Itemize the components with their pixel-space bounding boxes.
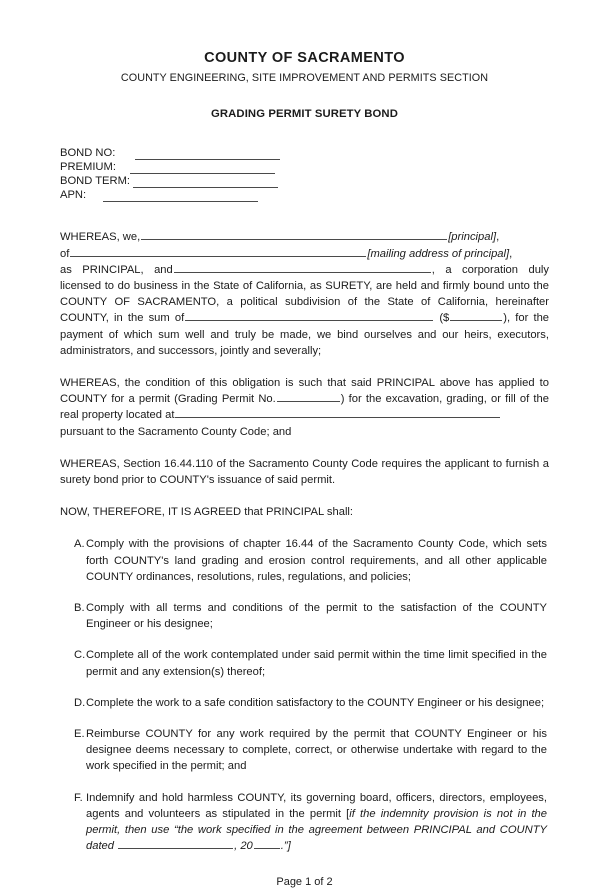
recital-whereas-2 (60, 375, 549, 440)
bond-sum-amount-input[interactable] (450, 311, 502, 321)
agreement-date-input[interactable] (118, 839, 233, 849)
whereas1-seg1: WHEREAS, we, (60, 231, 141, 244)
whereas2-body (60, 375, 549, 424)
now-therefore-text: NOW, THEREFORE, IT IS AGREED that PRINCIPAL shall: (60, 506, 354, 519)
page-number-label: Page 1 of 2 (276, 876, 333, 888)
whereas3-body: WHEREAS, Section 16.44.110 of the Sacramento County Code requires the applicant to furnish a surety bond prior to COUNTY's issuance of said permit. (60, 457, 549, 486)
field-row-bond-term (60, 174, 549, 188)
item-text-e: Reimburse COUNTY for any work required by the permit that COUNTY Engineer or his designee deems necessary to complete, correct, or otherwise undertake with regard to the work specified in the permit; and (86, 728, 547, 773)
page-title: COUNTY OF SACRAMENTO (204, 50, 405, 66)
whereas1-seg8: ), (503, 312, 511, 325)
apn-label: APN: (60, 189, 87, 202)
item-text-f (86, 790, 549, 855)
premium-label: PREMIUM: (60, 160, 116, 173)
whereas1-seg2: , (496, 231, 500, 244)
item-letter-d: D. (74, 696, 86, 709)
list-item (60, 647, 549, 679)
item-letter-b: B. (74, 602, 85, 615)
item-f-tail: .”] (280, 840, 291, 853)
obligations-list (60, 536, 549, 854)
whereas2-seg2: ) for the excavation, grading, or fill of the real property located at (60, 393, 549, 422)
whereas1-seg3: of (60, 247, 70, 260)
bond-fields (60, 146, 549, 203)
department-subtitle: COUNTY ENGINEERING, SITE IMPROVEMENT AND PERMITS SECTION (120, 72, 489, 85)
whereas2-line3 (60, 424, 549, 440)
item-letter-f: F. (74, 791, 83, 804)
spacer-2 (60, 440, 549, 456)
bond-no-input[interactable] (135, 149, 280, 160)
principal-name-input[interactable] (141, 230, 447, 240)
whereas1-line1 (60, 229, 549, 245)
whereas1-seg9: for the payment of which sum well and truly be made, we bind ourselves and our heirs, executors, administrators, and successors, jointly and severally; (60, 312, 550, 357)
grading-permit-no-input[interactable] (277, 392, 340, 402)
apn-input[interactable] (103, 191, 258, 202)
item-letter-c: C. (74, 649, 86, 662)
whereas1-seg5: as PRINCIPAL, and (60, 263, 173, 276)
bond-term-label: BOND TERM: (60, 174, 131, 187)
whereas1-line2 (60, 246, 549, 262)
agreement-year-input[interactable] (254, 839, 280, 849)
list-item (60, 600, 549, 632)
whereas1-seg7: ($ (439, 312, 450, 325)
bond-sum-words-input[interactable] (185, 311, 433, 321)
item-f-lead: Indemnify and hold harmless COUNTY, its governing board, officers, directors, employees, agents and volunteers as stipulated in the permit [ (86, 791, 547, 820)
item-text-b: Comply with all terms and conditions of the permit to the satisfaction of the COUNTY Engineer or his designee; (86, 602, 547, 631)
premium-input[interactable] (130, 163, 275, 174)
bond-term-input[interactable] (133, 177, 278, 188)
whereas1-body (60, 262, 549, 359)
whereas2-seg1: WHEREAS, the condition of this obligation is such that said PRINCIPAL above has applied to COUNTY for a permit (Grading Permit No. (60, 376, 549, 406)
document-header (60, 49, 549, 120)
principal-bracket-note: [principal] (448, 231, 497, 244)
item-letter-e: E. (74, 728, 85, 741)
property-location-input[interactable] (175, 408, 500, 418)
item-f-italic-note: if the indemnity provision is not in the permit, then use “the work specified in the agreement between PRINCIPAL and COUNTY dated (86, 807, 547, 853)
list-item (60, 790, 549, 855)
field-row-bond-no (60, 146, 549, 160)
item-text-a: Comply with the provisions of chapter 16.44 of the Sacramento County Code, which sets forth COUNTY's land grading and erosion control requirements, and all other applicable COUNTY ordinances, resolutions, rules, regulations, and policies; (86, 538, 547, 583)
now-therefore-clause (60, 504, 549, 520)
bond-no-label: BOND NO: (60, 146, 116, 159)
surety-name-input[interactable] (174, 263, 431, 273)
item-text-c: Complete all of the work contemplated under said permit within the time limit specified in the permit and any extension(s) thereof; (86, 649, 547, 678)
item-letter-a: A. (74, 538, 85, 551)
list-item (60, 726, 549, 775)
principal-address-input[interactable] (70, 247, 366, 257)
list-item (60, 695, 549, 711)
whereas1-seg4: , (509, 247, 513, 260)
field-row-premium (60, 160, 549, 174)
form-title: GRADING PERMIT SURETY BOND (211, 107, 398, 120)
recital-whereas-3 (60, 456, 549, 488)
whereas2-seg3: pursuant to the Sacramento County Code; and (60, 425, 292, 438)
whereas1-seg6: , a corporation duly licensed to do business in the State of California, as SURETY, are held and firmly bound unto the COUNTY OF SACRAMENTO, a political subdivision of the State of California, hereinafter COUNTY, in the sum of (60, 263, 549, 325)
spacer-3 (60, 488, 549, 504)
field-row-apn (60, 188, 549, 202)
item-f-year-label: , 20 (234, 840, 253, 853)
mailing-address-bracket-note: [mailing address of principal] (367, 247, 510, 260)
page-footer (60, 876, 549, 888)
list-item (60, 536, 549, 585)
spacer-1 (60, 359, 549, 375)
recital-whereas-1 (60, 229, 549, 359)
item-text-d: Complete the work to a safe condition satisfactory to the COUNTY Engineer or his designee; (86, 696, 545, 709)
